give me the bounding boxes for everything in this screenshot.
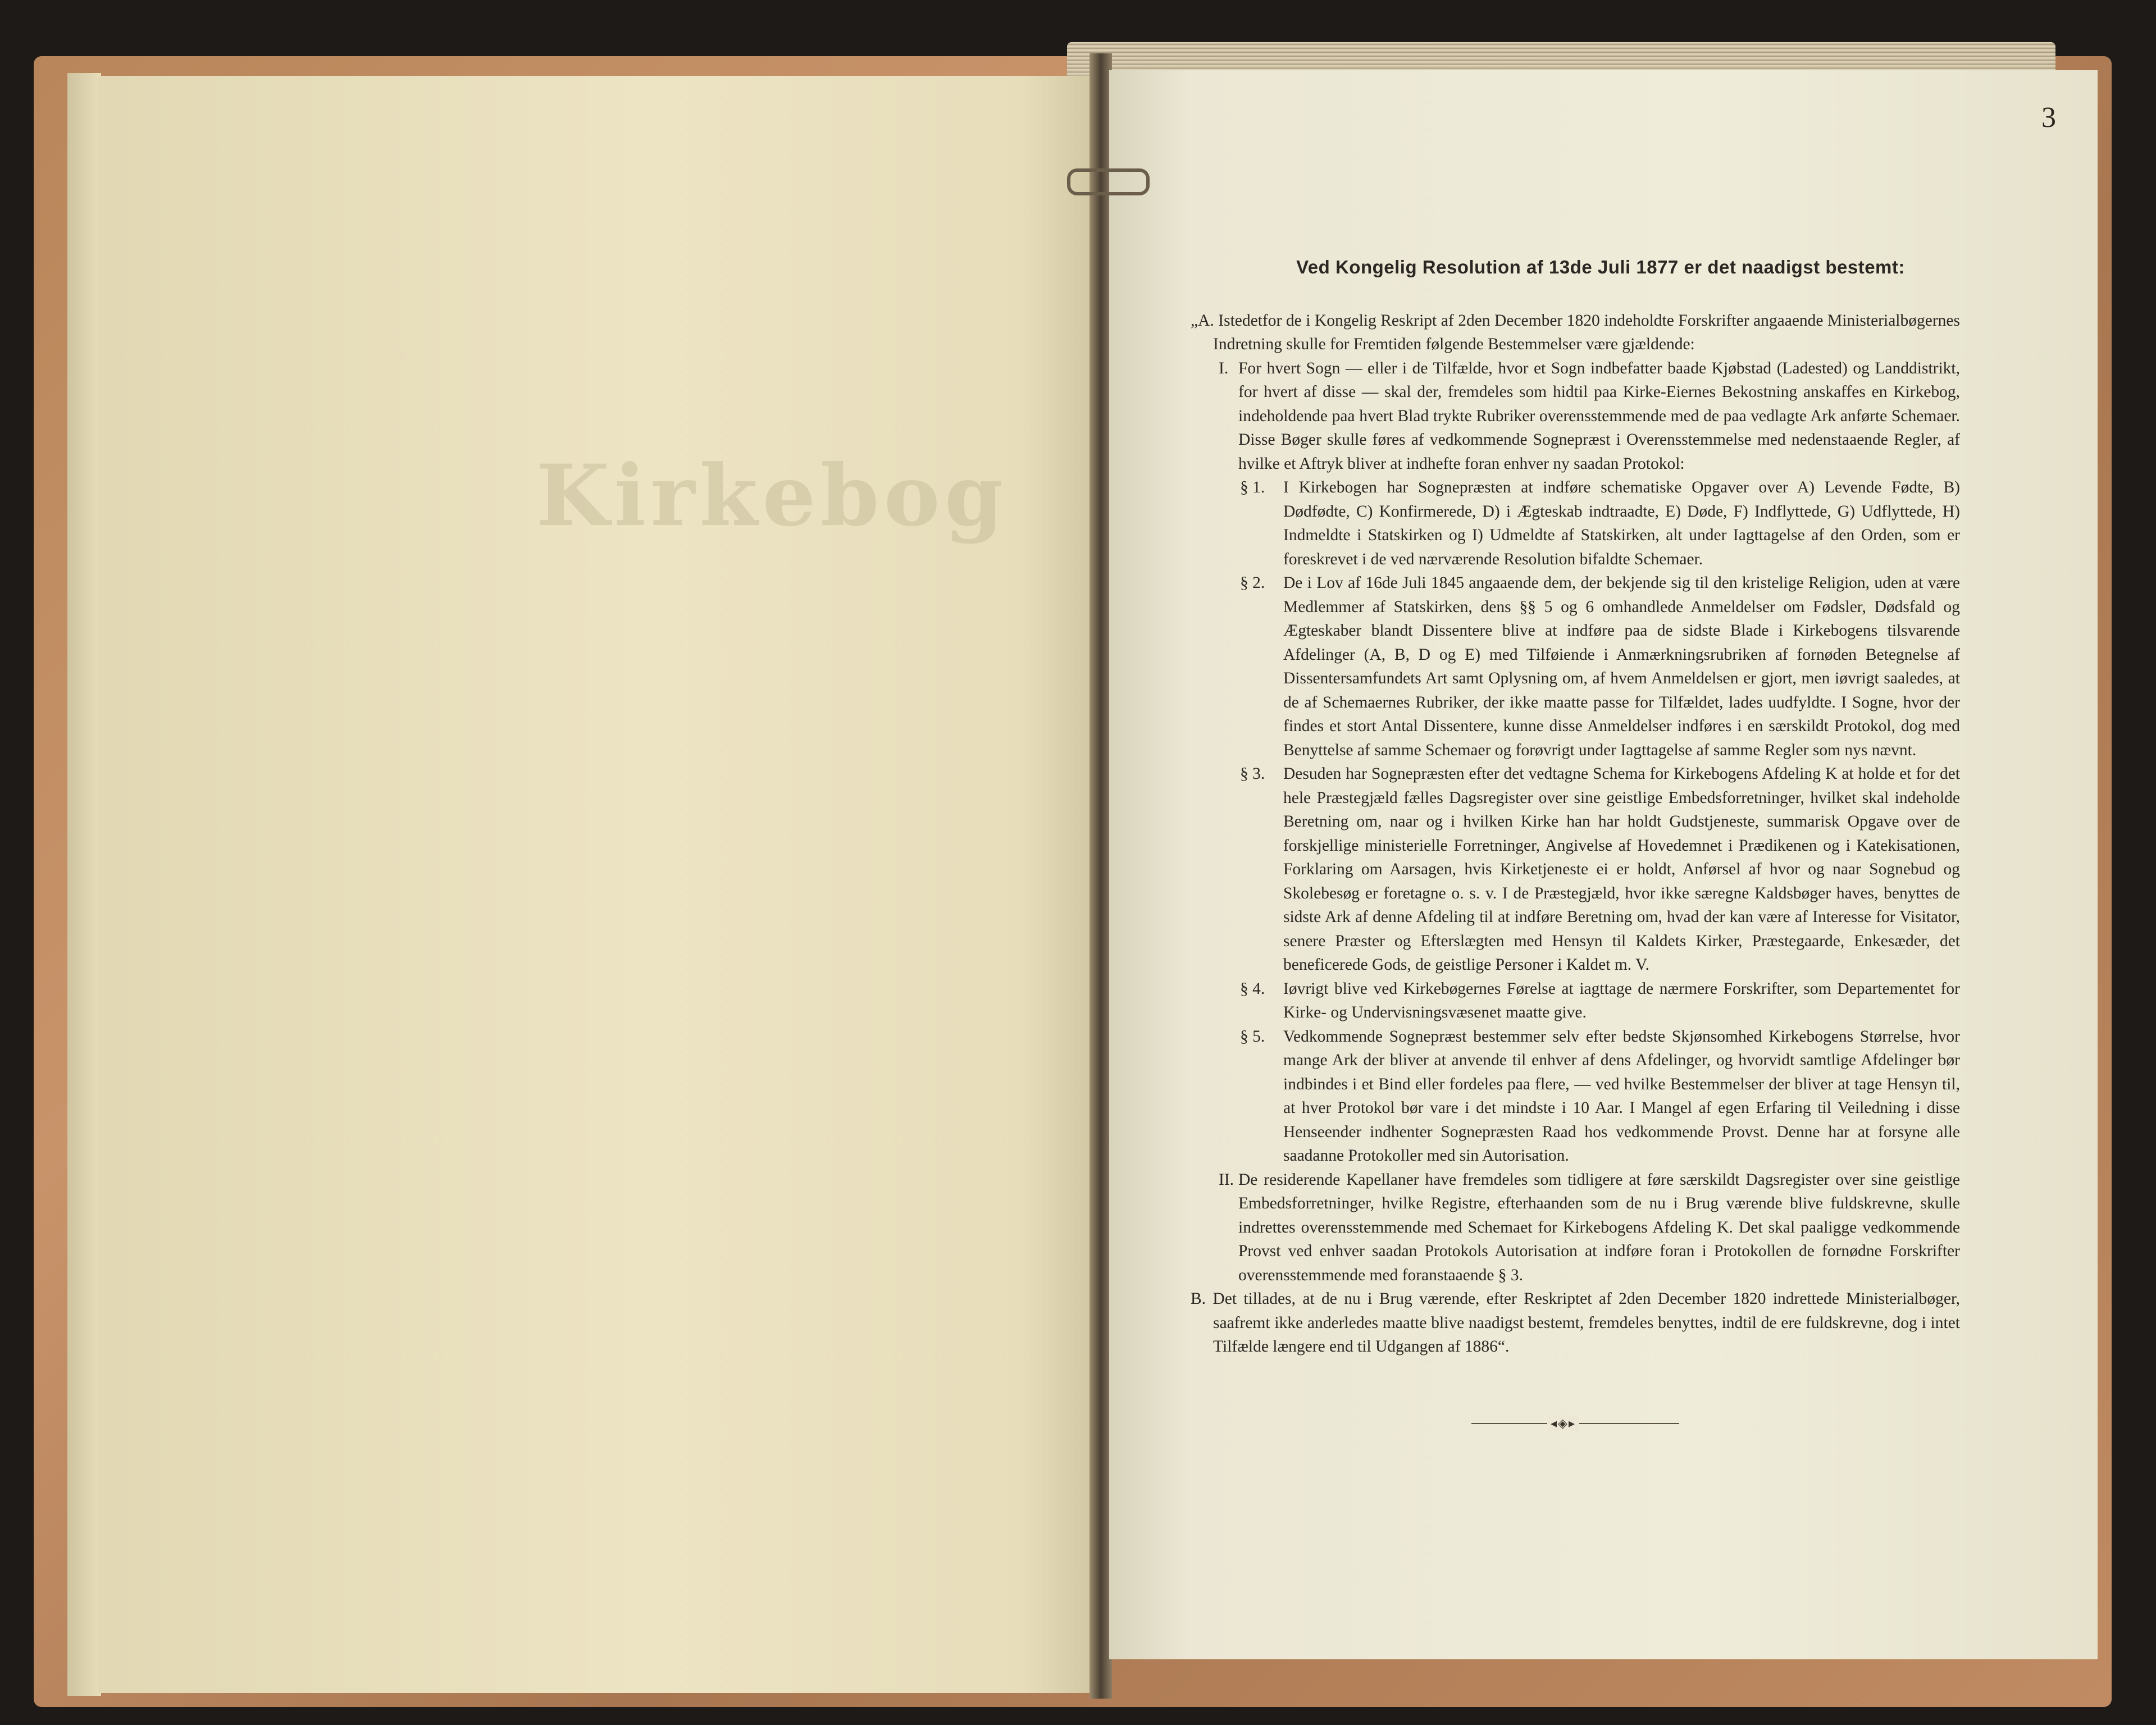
paragraph-4 bbox=[1191, 977, 1960, 1025]
paragraph-1-text: I Kirkebogen har Sognepræsten at indføre schematiske Opgaver over A) Levende Fødte, B) Dødfødte, C) Konfirmerede, D) i Ægteskab indtraadte, E) Døde, F) Indflyttede, G) Udflyttede, H) Indmeldte i Statskirken og I) Udmeldte af Statskirken, alt under Iagttagelse af den Orden, som er foreskrevet i de ved nærværende Resolution bifaldte Schemaer. bbox=[1283, 478, 1960, 568]
book-gutter bbox=[1090, 53, 1112, 1699]
paragraph-1 bbox=[1191, 476, 1960, 571]
paragraph-5-marker: § 5. bbox=[1240, 1027, 1265, 1046]
resolution-text bbox=[1191, 255, 1960, 1359]
paragraph-1-marker: § 1. bbox=[1240, 478, 1265, 496]
section-i bbox=[1191, 357, 1960, 476]
resolution-heading: Ved Kongelig Resolution af 13de Juli 1877 er det naadigst bestemt: bbox=[1296, 257, 1905, 277]
section-ii bbox=[1191, 1168, 1960, 1288]
section-i-text: For hvert Sogn — eller i de Tilfælde, hvor et Sogn indbefatter baade Kjøbstad (Ladested) og Landdistrikt, for hvert af disse — skal der, fremdeles som hidtil paa Kirke-Eiernes Bekostning anskaffes en Kirkebog, indeholdende paa hvert Blad trykte Rubriker overensstemmende med de paa vedlagte Ark anførte Schemaer. Disse Bøger skulle føres af vedkommende Sognepræst i Overensstemmelse med nedenstaaende Regler, af hvilke et Aftryk bliver at indhefte foran enhver ny saadan Protokol: bbox=[1238, 359, 1960, 473]
left-page bbox=[98, 76, 1104, 1693]
ghost-title-bleedthrough: Kirkebog bbox=[536, 446, 1008, 545]
paragraph-3-marker: § 3. bbox=[1240, 765, 1265, 783]
section-a: „A. Istedetfor de i Kongelig Reskript af 2den December 1820 indeholdte Forskrifter angaaende Ministerialbøgernes Indretning skulle for Fremtiden følgende Bestemmelser være gjældende: bbox=[1191, 311, 1960, 353]
paragraph-3-text: Desuden har Sognepræsten efter det vedtagne Schema for Kirkebogens Afdeling K at holde et for det hele Præstegjæld fælles Dagsregister over sine geistlige Embedsforretninger, hvilket skal indeholde Beretning om, naar og i hvilken Kirke han har holdt Gudstjeneste, summarisk Opgave over de forskjellige ministerielle Forretninger, Angivelse af Hovedemnet i Prædikenen og i Katekisationen, Forklaring om Aarsagen, hvis Kirketjeneste ei er holdt, Anførsel af hvor og naar Sognebud og Skolebesøg er foretagne o. s. v. I de Præstegjæld, hvor ikke særegne Kaldsbøger haves, benyttes de sidste Ark af denne Afdeling til at indføre Beretning om, hvad der kan være af Interesse for Visitator, senere Præster og Efterslægten med Hensyn til Kaldets Kirker, Præstegaarde, Enkesæder, det beneficerede Gods, de geistlige Personer i Kaldet m. V. bbox=[1283, 765, 1960, 974]
page-number: 3 bbox=[2041, 102, 2056, 134]
divider-ornament-icon: ◂◈▸ bbox=[1547, 1416, 1579, 1431]
paragraph-5-text: Vedkommende Sognepræst bestemmer selv efter bedste Skjønsomhed Kirkebogens Størrelse, hvor mange Ark der bliver at anvende til enhver af dens Afdelinger, og hvorvidt samtlige Afdelinger bør indbindes i et Bind eller fordeles paa flere, — ved hvilke Bestemmelser der bliver at tage Hensyn til, at hver Protokol bør vare i det mindste i 10 Aar. I Mangel af egen Erfaring til Veiledning i disse Henseender indhenter Sognepræsten Raad hos vedkommende Provst. Denne har at forsyne alle saadanne Protokoller med sin Autorisation. bbox=[1283, 1027, 1960, 1165]
section-i-marker: I. bbox=[1219, 359, 1229, 377]
paragraph-2-marker: § 2. bbox=[1240, 574, 1265, 592]
section-b: B. Det tillades, at de nu i Brug værende, efter Reskriptet af 2den December 1820 indrettede Ministerialbøger, saafremt ikke anderledes maatte blive naadigst bestemt, fremdeles benyttes, indtil de ere fuldskrevne, dog i intet Tilfælde længere end til Udgangen af 1886“. bbox=[1191, 1290, 1960, 1356]
section-ii-text: De residerende Kapellaner have fremdeles som tidligere at føre særskildt Dagsregister over sine geistlige Embedsforretninger, hvilke Registre, efterhaanden som de nu i Brug værende blive fuldskrevne, skulle indrettes overensstemmende med Schemaet for Kirkebogens Afdeling K. Det skal paaligge vedkommende Provst ved enhver saadan Protokols Autorisation at indføre foran i Protokollen de fornødne Forskrifter overensstemmende med foranstaaende § 3. bbox=[1238, 1170, 1960, 1284]
paragraph-5 bbox=[1191, 1025, 1960, 1168]
paragraph-4-marker: § 4. bbox=[1240, 979, 1265, 998]
paragraph-4-text: Iøvrigt blive ved Kirkebøgernes Førelse at iagttage de nærmere Forskrifter, som Departementet for Kirke- og Undervisningsvæsenet maatte give. bbox=[1283, 979, 1960, 1021]
paragraph-2-text: De i Lov af 16de Juli 1845 angaaende dem, der bekjende sig til den kristelige Religion, uden at være Medlemmer af Statskirken, dens §§ 5 og 6 omhandlede Anmeldelser om Fødsler, Dødsfald og Ægteskaber blandt Dissentere blive at indføre paa de sidste Blade i Kirkebogens tilsvarende Afdelinger (A, B, D og E) med Tilføiende i Anmærkningsrubriken af fornøden Betegnelse af Dissentersamfundets Art samt Oplysning om, af hvem Anmeldelsen er gjort, men iøvrigt saaledes, at de af Schemaernes Rubriker, der ikke maatte passe for Tilfældet, lades uudfyldte. I Sogne, hvor der findes et stort Antal Dissentere, kunne disse Anmeldelser indføres i en særskildt Protokol, dog med Benyttelse af samme Schemaer og forøvrigt under Iagttagelse af samme Regler som nys nævnt. bbox=[1283, 574, 1960, 759]
left-page-edges bbox=[67, 73, 101, 1696]
section-ii-marker: II. bbox=[1219, 1170, 1234, 1189]
paragraph-2 bbox=[1191, 571, 1960, 762]
binding-thread-icon bbox=[1067, 168, 1150, 195]
paragraph-3 bbox=[1191, 762, 1960, 977]
